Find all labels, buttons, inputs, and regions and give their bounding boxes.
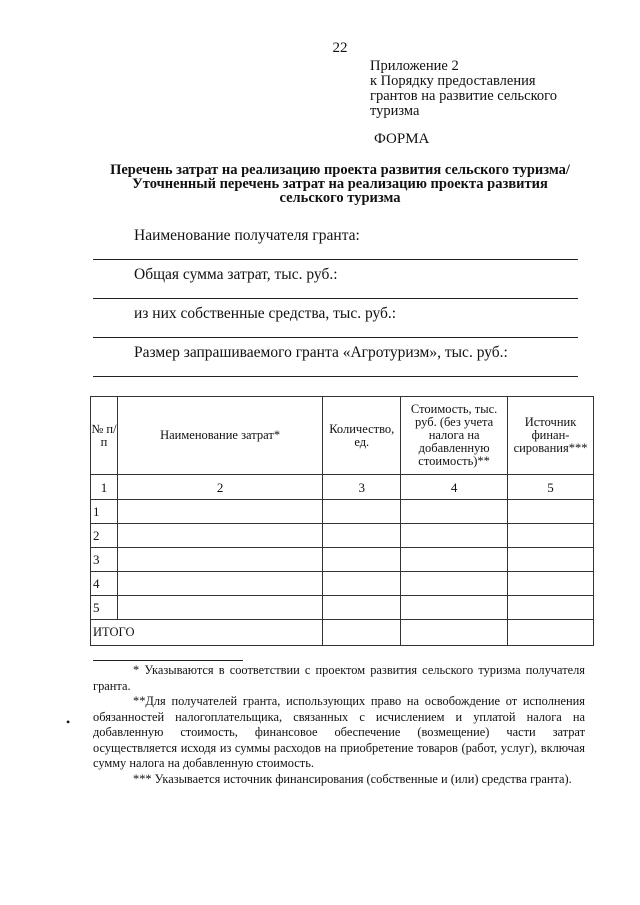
appendix-line-2: к Порядку предоставления: [370, 73, 536, 89]
total-label: ИТОГО: [91, 620, 323, 646]
field-label-recipient: Наименование получателя гранта:: [134, 227, 360, 244]
table-row: [91, 500, 594, 524]
cell-cost[interactable]: [401, 500, 508, 524]
cell-funding-source[interactable]: [508, 500, 594, 524]
table-row: [91, 572, 594, 596]
field-label-own-funds: из них собственные средства, тыс. руб.:: [134, 305, 397, 322]
cell-cost[interactable]: [401, 548, 508, 572]
column-number-row: [91, 475, 594, 500]
appendix-line-1: Приложение 2: [370, 58, 459, 74]
appendix-header: [370, 59, 610, 119]
table-header-row: [91, 397, 594, 475]
field-label-grant-amount: Размер запрашиваемого гранта «Агротуризм», тыс. руб.:: [134, 344, 508, 361]
cell-quantity[interactable]: [323, 572, 401, 596]
field-line-own-funds[interactable]: [93, 337, 578, 338]
page-number: 22: [332, 40, 348, 56]
form-label: ФОРМА: [374, 131, 430, 147]
cell-cost-name[interactable]: [117, 572, 322, 596]
row-number: 5: [91, 596, 118, 620]
column-number: 4: [401, 475, 508, 500]
column-number: 2: [117, 475, 322, 500]
title-line-2: Уточненный перечень затрат на реализацию проекта развития: [132, 176, 548, 192]
title-line-3: сельского туризма: [279, 190, 401, 206]
field-line-total-costs[interactable]: [93, 298, 578, 299]
cell-total-quantity[interactable]: [323, 620, 401, 646]
margin-mark: •: [66, 715, 71, 729]
costs-table: [90, 396, 594, 646]
total-row: [91, 620, 594, 646]
row-number: 1: [91, 500, 118, 524]
cell-quantity[interactable]: [323, 500, 401, 524]
header-cost-name: Наименование затрат*: [117, 397, 322, 475]
footnote-separator: [93, 660, 243, 661]
field-line-recipient[interactable]: [93, 259, 578, 260]
appendix-line-3: грантов на развитие сельского: [370, 88, 557, 104]
table-row: [91, 548, 594, 572]
field-label-total-costs: Общая сумма затрат, тыс. руб.:: [134, 266, 338, 283]
appendix-line-4: туризма: [370, 103, 420, 119]
cell-cost[interactable]: [401, 524, 508, 548]
column-number: 1: [91, 475, 118, 500]
cell-cost-name[interactable]: [117, 524, 322, 548]
column-number: 3: [323, 475, 401, 500]
field-line-grant-amount[interactable]: [93, 376, 578, 377]
cell-funding-source[interactable]: [508, 548, 594, 572]
footnote-2: **Для получателей гранта, использующих право на освобождение от исполнения обязанностей налогоплательщика, связанных с исчислением и уплатой налога на добавленную стоимость, финансовое обеспечение (возмещение) части затрат осуществляется исходя из суммы расходов на приобретение товаров (работ, услуг), включая сумму налога на добавленную стоимость.: [93, 694, 585, 771]
cell-cost-name[interactable]: [117, 548, 322, 572]
cell-quantity[interactable]: [323, 524, 401, 548]
header-quantity: Количество, ед.: [323, 397, 401, 475]
document-title: [80, 163, 600, 205]
cell-funding-source[interactable]: [508, 572, 594, 596]
footnote-3: *** Указывается источник финансирования (собственные и (или) средства гранта).: [133, 772, 572, 786]
header-cost: Стоимость, тыс. руб. (без учета налога на добавленную стоимость)**: [401, 397, 508, 475]
row-number: 3: [91, 548, 118, 572]
cell-total-cost[interactable]: [401, 620, 508, 646]
cell-cost-name[interactable]: [117, 596, 322, 620]
cell-total-funding[interactable]: [508, 620, 594, 646]
cell-quantity[interactable]: [323, 596, 401, 620]
cell-cost-name[interactable]: [117, 500, 322, 524]
table-row: [91, 596, 594, 620]
cell-funding-source[interactable]: [508, 596, 594, 620]
cell-funding-source[interactable]: [508, 524, 594, 548]
title-line-1: Перечень затрат на реализацию проекта развития сельского туризма/: [110, 162, 570, 178]
row-number: 2: [91, 524, 118, 548]
header-number: № п/п: [91, 397, 118, 475]
table-row: [91, 524, 594, 548]
cell-quantity[interactable]: [323, 548, 401, 572]
row-number: 4: [91, 572, 118, 596]
header-funding-source: Источник финан-сирования***: [508, 397, 594, 475]
cell-cost[interactable]: [401, 572, 508, 596]
column-number: 5: [508, 475, 594, 500]
cell-cost[interactable]: [401, 596, 508, 620]
footnote-1: * Указываются в соответствии с проектом развития сельского туризма получателя гранта.: [93, 663, 585, 693]
